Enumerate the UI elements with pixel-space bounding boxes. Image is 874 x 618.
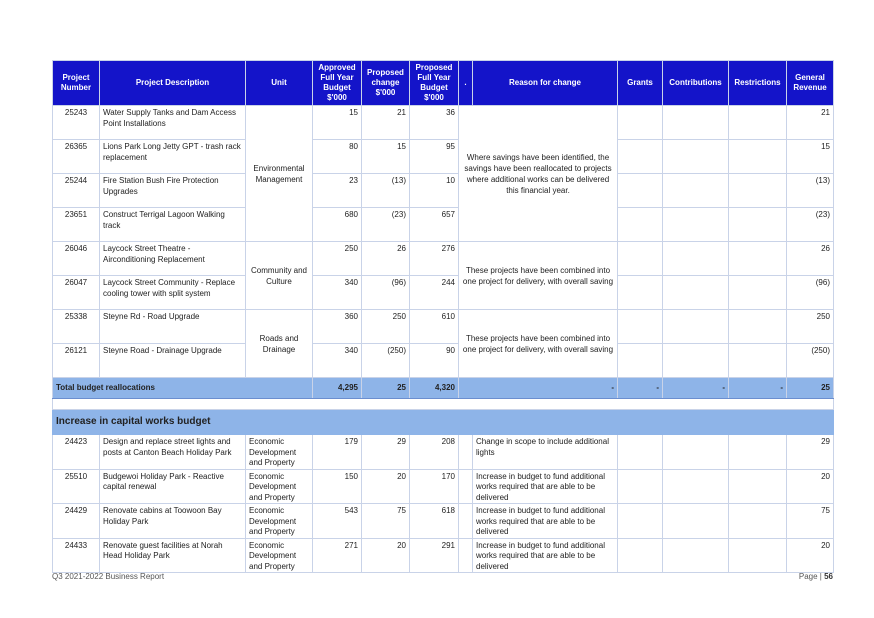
proposed-change: (96) — [362, 276, 410, 310]
grants-cell — [618, 538, 663, 573]
proposed-change: 250 — [362, 310, 410, 344]
general-revenue: 20 — [787, 538, 834, 573]
footer-report-title: Q3 2021-2022 Business Report — [52, 572, 165, 581]
proposed-budget: 95 — [410, 140, 459, 174]
restrictions-cell — [729, 435, 787, 470]
project-description: Water Supply Tanks and Dam Access Point Installations — [100, 106, 246, 140]
total-row — [53, 378, 834, 399]
approved-budget: 250 — [313, 242, 362, 276]
table-row — [53, 174, 834, 208]
approved-budget: 340 — [313, 344, 362, 378]
grants-cell — [618, 174, 663, 208]
unit-cell: Environmental Management — [246, 106, 313, 242]
table-row — [53, 504, 834, 539]
header-approved-budget: Approved Full Year Budget $'000 — [313, 61, 362, 106]
project-description: Budgewoi Holiday Park - Reactive capital renewal — [100, 469, 246, 504]
restrictions-cell — [729, 538, 787, 573]
reason-cell: These projects have been combined into one project for delivery, with overall saving — [459, 242, 618, 310]
header-general-revenue: General Revenue — [787, 61, 834, 106]
unit-cell: Community and Culture — [246, 242, 313, 310]
approved-budget: 271 — [313, 538, 362, 573]
section-heading-row — [53, 410, 834, 435]
restrictions-cell — [729, 208, 787, 242]
unit-cell: Economic Development and Property — [246, 435, 313, 470]
project-number: 23651 — [53, 208, 100, 242]
grants-cell — [618, 140, 663, 174]
approved-budget: 340 — [313, 276, 362, 310]
footer-page-number: 56 — [824, 572, 833, 581]
project-number: 24433 — [53, 538, 100, 573]
restrictions-cell — [729, 140, 787, 174]
project-number: 25338 — [53, 310, 100, 344]
grants-cell — [618, 242, 663, 276]
table-row — [53, 435, 834, 470]
table-row — [53, 208, 834, 242]
restrictions-cell — [729, 344, 787, 378]
table-row — [53, 538, 834, 573]
header-contributions: Contributions — [663, 61, 729, 106]
proposed-change: 75 — [362, 504, 410, 539]
approved-budget: 15 — [313, 106, 362, 140]
general-revenue: (23) — [787, 208, 834, 242]
proposed-change: 20 — [362, 538, 410, 573]
footer-page-label: Page | — [798, 572, 825, 581]
header-grants: Grants — [618, 61, 663, 106]
header-project-number: Project Number — [53, 61, 100, 106]
table-row — [53, 106, 834, 140]
header-restrictions: Restrictions — [729, 61, 787, 106]
table-header-row — [53, 61, 834, 106]
proposed-change: 26 — [362, 242, 410, 276]
reason-cell: Increase in budget to fund additional works required that are able to be delivered — [473, 538, 618, 573]
unit-cell: Economic Development and Property — [246, 469, 313, 504]
proposed-budget: 36 — [410, 106, 459, 140]
reason-cell: Change in scope to include additional lights — [473, 435, 618, 470]
contributions-cell — [663, 140, 729, 174]
project-description: Laycock Street Community - Replace cooling tower with split system — [100, 276, 246, 310]
project-number: 26365 — [53, 140, 100, 174]
header-proposed-change: Proposed change $'000 — [362, 61, 410, 106]
dot-cell — [459, 469, 473, 504]
restrictions-cell — [729, 504, 787, 539]
approved-budget: 543 — [313, 504, 362, 539]
proposed-change: 15 — [362, 140, 410, 174]
general-revenue: 75 — [787, 504, 834, 539]
total-grants: - — [618, 378, 663, 399]
approved-budget: 360 — [313, 310, 362, 344]
unit-cell: Economic Development and Property — [246, 504, 313, 539]
proposed-change: 29 — [362, 435, 410, 470]
project-description: Renovate cabins at Toowoon Bay Holiday Park — [100, 504, 246, 539]
project-number: 26121 — [53, 344, 100, 378]
contributions-cell — [663, 276, 729, 310]
project-number: 26047 — [53, 276, 100, 310]
grants-cell — [618, 435, 663, 470]
proposed-budget: 244 — [410, 276, 459, 310]
general-revenue: 20 — [787, 469, 834, 504]
total-reason: - — [459, 378, 618, 399]
proposed-budget: 170 — [410, 469, 459, 504]
proposed-change: (250) — [362, 344, 410, 378]
table-row — [53, 140, 834, 174]
project-description: Steyne Road - Drainage Upgrade — [100, 344, 246, 378]
approved-budget: 179 — [313, 435, 362, 470]
general-revenue: 21 — [787, 106, 834, 140]
general-revenue: (13) — [787, 174, 834, 208]
spacer-cell — [53, 399, 834, 410]
approved-budget: 680 — [313, 208, 362, 242]
proposed-change: 21 — [362, 106, 410, 140]
contributions-cell — [663, 435, 729, 470]
restrictions-cell — [729, 174, 787, 208]
grants-cell — [618, 310, 663, 344]
total-contributions: - — [663, 378, 729, 399]
project-description: Lions Park Long Jetty GPT - trash rack replacement — [100, 140, 246, 174]
contributions-cell — [663, 504, 729, 539]
proposed-budget: 657 — [410, 208, 459, 242]
project-description: Design and replace street lights and posts at Canton Beach Holiday Park — [100, 435, 246, 470]
proposed-budget: 291 — [410, 538, 459, 573]
restrictions-cell — [729, 469, 787, 504]
total-restrictions: - — [729, 378, 787, 399]
contributions-cell — [663, 174, 729, 208]
contributions-cell — [663, 208, 729, 242]
proposed-budget: 208 — [410, 435, 459, 470]
restrictions-cell — [729, 276, 787, 310]
section-title: Increase in capital works budget — [53, 410, 834, 435]
proposed-budget: 618 — [410, 504, 459, 539]
proposed-change: (23) — [362, 208, 410, 242]
general-revenue: (96) — [787, 276, 834, 310]
unit-cell: Roads and Drainage — [246, 310, 313, 378]
project-number: 26046 — [53, 242, 100, 276]
reason-cell: Increase in budget to fund additional works required that are able to be delivered — [473, 504, 618, 539]
contributions-cell — [663, 344, 729, 378]
reason-cell: These projects have been combined into one project for delivery, with overall saving — [459, 310, 618, 378]
grants-cell — [618, 469, 663, 504]
proposed-budget: 276 — [410, 242, 459, 276]
footer-page — [799, 572, 833, 581]
header-project-description: Project Description — [100, 61, 246, 106]
proposed-budget: 90 — [410, 344, 459, 378]
restrictions-cell — [729, 242, 787, 276]
contributions-cell — [663, 106, 729, 140]
contributions-cell — [663, 469, 729, 504]
unit-cell: Economic Development and Property — [246, 538, 313, 573]
table-row — [53, 242, 834, 276]
header-proposed-budget: Proposed Full Year Budget $'000 — [410, 61, 459, 106]
proposed-change: 20 — [362, 469, 410, 504]
approved-budget: 23 — [313, 174, 362, 208]
project-number: 24423 — [53, 435, 100, 470]
project-number: 25243 — [53, 106, 100, 140]
total-label: Total budget reallocations — [53, 378, 313, 399]
project-description: Renovate guest facilities at Norah Head Holiday Park — [100, 538, 246, 573]
general-revenue: 29 — [787, 435, 834, 470]
project-number: 25244 — [53, 174, 100, 208]
contributions-cell — [663, 310, 729, 344]
general-revenue: (250) — [787, 344, 834, 378]
header-dot: . — [459, 61, 473, 106]
project-description: Construct Terrigal Lagoon Walking track — [100, 208, 246, 242]
total-approved: 4,295 — [313, 378, 362, 399]
header-unit: Unit — [246, 61, 313, 106]
project-number: 24429 — [53, 504, 100, 539]
budget-table — [52, 60, 834, 573]
general-revenue: 26 — [787, 242, 834, 276]
general-revenue: 250 — [787, 310, 834, 344]
grants-cell — [618, 344, 663, 378]
proposed-change: (13) — [362, 174, 410, 208]
general-revenue: 15 — [787, 140, 834, 174]
project-description: Fire Station Bush Fire Protection Upgrades — [100, 174, 246, 208]
reason-cell: Increase in budget to fund additional works required that are able to be delivered — [473, 469, 618, 504]
grants-cell — [618, 106, 663, 140]
total-proposed: 4,320 — [410, 378, 459, 399]
grants-cell — [618, 276, 663, 310]
contributions-cell — [663, 242, 729, 276]
table-row — [53, 469, 834, 504]
dot-cell — [459, 435, 473, 470]
table-row — [53, 276, 834, 310]
proposed-budget: 610 — [410, 310, 459, 344]
table-row — [53, 310, 834, 344]
table-row — [53, 344, 834, 378]
total-general-revenue: 25 — [787, 378, 834, 399]
dot-cell — [459, 538, 473, 573]
project-number: 25510 — [53, 469, 100, 504]
restrictions-cell — [729, 106, 787, 140]
project-description: Laycock Street Theatre - Airconditioning Replacement — [100, 242, 246, 276]
approved-budget: 150 — [313, 469, 362, 504]
header-reason: Reason for change — [473, 61, 618, 106]
grants-cell — [618, 208, 663, 242]
contributions-cell — [663, 538, 729, 573]
total-change: 25 — [362, 378, 410, 399]
dot-cell — [459, 504, 473, 539]
restrictions-cell — [729, 310, 787, 344]
proposed-budget: 10 — [410, 174, 459, 208]
spacer-row — [53, 399, 834, 410]
approved-budget: 80 — [313, 140, 362, 174]
project-description: Steyne Rd - Road Upgrade — [100, 310, 246, 344]
reason-cell: Where savings have been identified, the savings have been reallocated to projects where additional works can be delivered this financial year. — [459, 106, 618, 242]
grants-cell — [618, 504, 663, 539]
